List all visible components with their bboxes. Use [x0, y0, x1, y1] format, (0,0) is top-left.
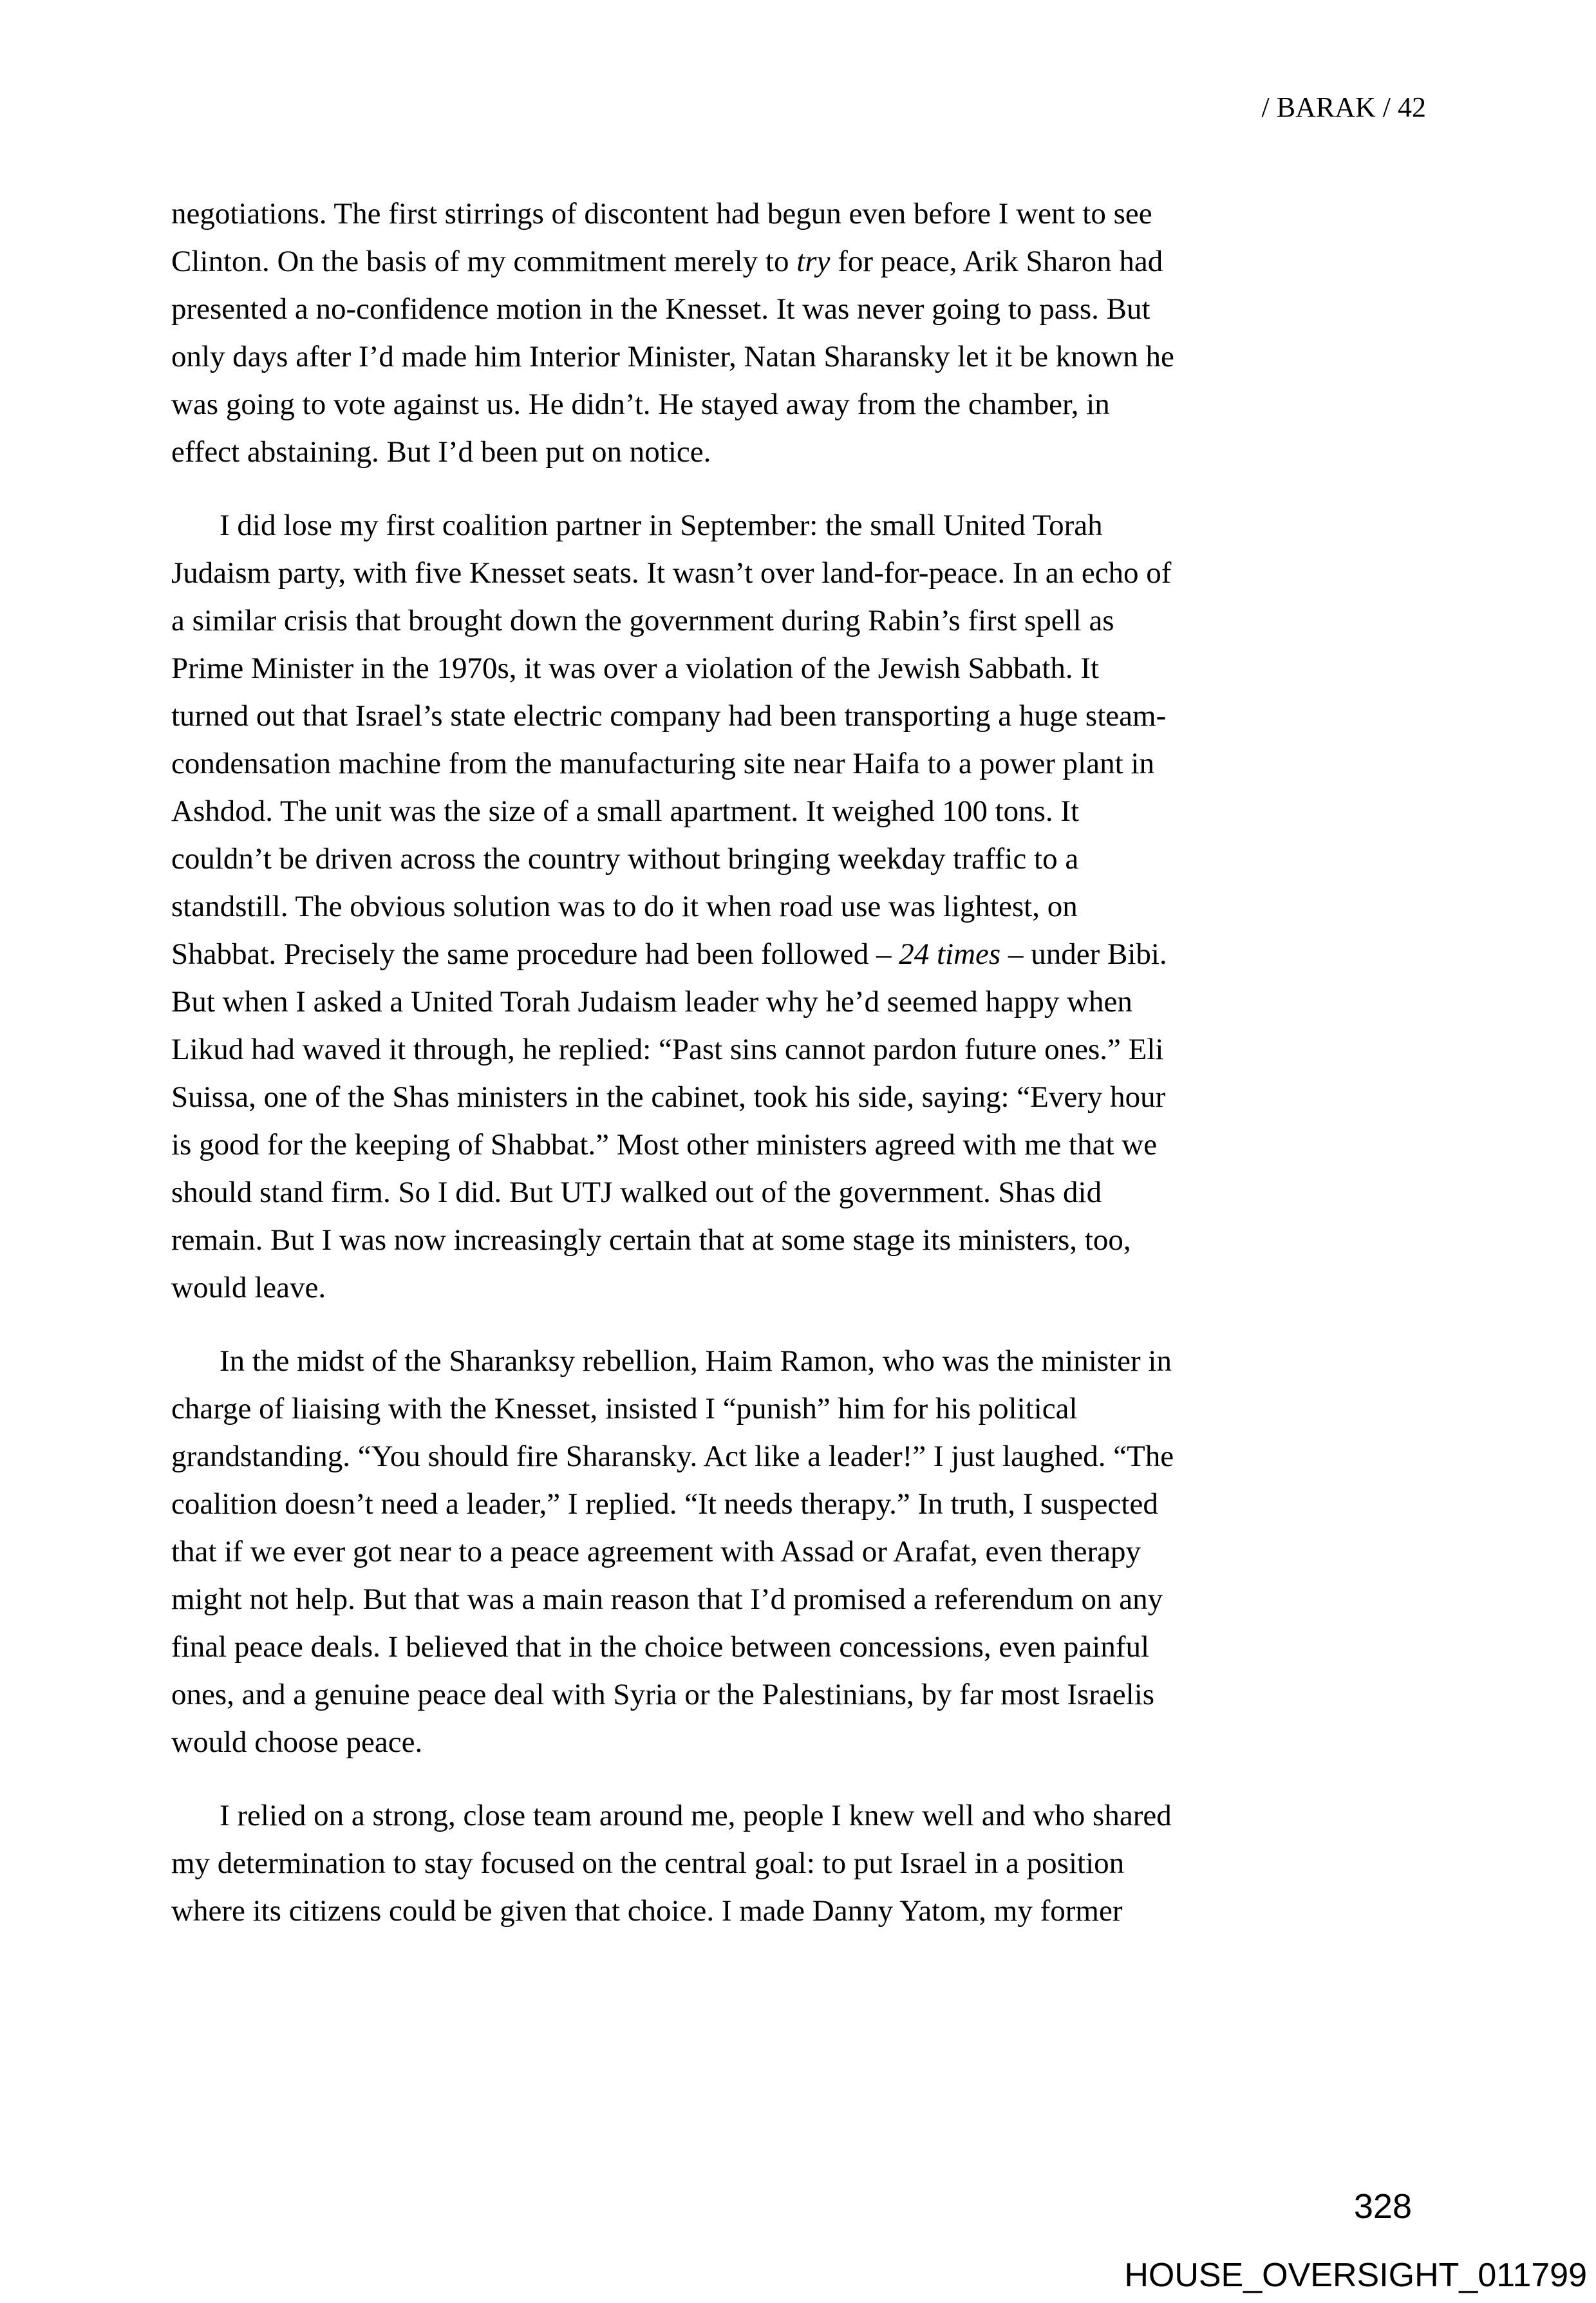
text-line	[171, 1169, 1428, 1216]
text-segment: effect abstaining. But I’d been put on notice.	[171, 435, 711, 469]
text-line	[171, 978, 1428, 1026]
text-line	[171, 1433, 1428, 1480]
paragraph	[171, 502, 1428, 1311]
text-line	[171, 1528, 1428, 1575]
text-segment: Clinton. On the basis of my commitment merely to	[171, 245, 797, 278]
text-segment: – under Bibi.	[1000, 937, 1167, 971]
text-line	[171, 1121, 1428, 1169]
text-segment: Prime Minister in the 1970s, it was over a violation of the Jewish Sabbath. It	[171, 652, 1100, 685]
text-line	[171, 597, 1428, 644]
text-segment: Likud had waved it through, he replied: “Past sins cannot pardon future ones.” Eli	[171, 1033, 1164, 1066]
text-segment: my determination to stay focused on the central goal: to put Israel in a position	[171, 1847, 1125, 1880]
text-segment: that if we ever got near to a peace agreement with Assad or Arafat, even therapy	[171, 1535, 1141, 1568]
text-line	[171, 502, 1428, 549]
text-line	[171, 381, 1428, 428]
text-line	[171, 692, 1428, 740]
text-line	[171, 1026, 1428, 1073]
text-line	[171, 835, 1428, 883]
text-segment: would leave.	[171, 1271, 326, 1304]
page-number: 328	[1353, 2187, 1412, 2226]
paragraph	[171, 1337, 1428, 1766]
text-line	[171, 740, 1428, 787]
text-line	[171, 1337, 1428, 1385]
text-segment: turned out that Israel’s state electric company had been transporting a huge steam-	[171, 699, 1167, 733]
text-segment: standstill. The obvious solution was to do it when road use was lightest, on	[171, 890, 1078, 923]
text-line	[171, 883, 1428, 930]
text-line	[171, 428, 1428, 476]
text-line	[171, 1718, 1428, 1766]
text-segment: coalition doesn’t need a leader,” I replied. “It needs therapy.” In truth, I suspected	[171, 1487, 1158, 1521]
text-line	[171, 1623, 1428, 1671]
text-line	[171, 644, 1428, 692]
italic-text-segment: try	[796, 245, 831, 278]
text-segment: charge of liaising with the Knesset, insisted I “punish” him for his political	[171, 1392, 1078, 1425]
text-segment: Shabbat. Precisely the same procedure had been followed –	[171, 937, 899, 971]
text-line	[171, 190, 1428, 238]
running-head: / BARAK / 42	[1261, 91, 1426, 123]
text-segment: ones, and a genuine peace deal with Syria or the Palestinians, by far most Israelis	[171, 1678, 1155, 1711]
text-line	[171, 1073, 1428, 1121]
text-line	[171, 787, 1428, 835]
text-segment: where its citizens could be given that choice. I made Danny Yatom, my former	[171, 1894, 1123, 1928]
text-segment: for peace, Arik Sharon had	[830, 245, 1163, 278]
text-line	[171, 1480, 1428, 1528]
document-body	[171, 190, 1428, 1935]
text-segment: In the midst of the Sharanksy rebellion, Haim Ramon, who was the minister in	[220, 1344, 1172, 1378]
bates-stamp: HOUSE_OVERSIGHT_011799	[1124, 2257, 1587, 2294]
text-segment: couldn’t be driven across the country without bringing weekday traffic to a	[171, 842, 1079, 876]
text-segment: Ashdod. The unit was the size of a small apartment. It weighed 100 tons. It	[171, 794, 1080, 828]
text-segment: presented a no-confidence motion in the Knesset. It was never going to pass. But	[171, 292, 1150, 326]
text-line	[171, 285, 1428, 333]
text-line	[171, 549, 1428, 597]
text-line	[171, 930, 1428, 978]
text-segment: grandstanding. “You should fire Sharansky. Act like a leader!” I just laughed. “The	[171, 1440, 1174, 1473]
text-segment: I relied on a strong, close team around me, people I knew well and who shared	[220, 1799, 1172, 1832]
text-segment: Judaism party, with five Knesset seats. It wasn’t over land-for-peace. In an echo of	[171, 556, 1172, 590]
text-line	[171, 333, 1428, 381]
text-segment: remain. But I was now increasingly certain that at some stage its ministers, too,	[171, 1223, 1131, 1257]
text-segment: final peace deals. I believed that in the choice between concessions, even painful	[171, 1630, 1150, 1664]
text-segment: But when I asked a United Torah Judaism leader why he’d seemed happy when	[171, 985, 1132, 1019]
text-line	[171, 1264, 1428, 1311]
text-line	[171, 1385, 1428, 1433]
text-segment: would choose peace.	[171, 1725, 423, 1759]
text-line	[171, 1575, 1428, 1623]
text-line	[171, 1671, 1428, 1718]
paragraph	[171, 190, 1428, 476]
text-segment: only days after I’d made him Interior Minister, Natan Sharansky let it be known he	[171, 340, 1174, 373]
text-segment: Suissa, one of the Shas ministers in the cabinet, took his side, saying: “Every hour	[171, 1080, 1166, 1114]
text-segment: condensation machine from the manufacturing site near Haifa to a power plant in	[171, 747, 1154, 780]
text-line	[171, 1839, 1428, 1887]
text-line	[171, 1216, 1428, 1264]
paragraph	[171, 1792, 1428, 1935]
text-segment: negotiations. The first stirrings of discontent had begun even before I went to see	[171, 197, 1152, 230]
text-segment: a similar crisis that brought down the government during Rabin’s first spell as	[171, 604, 1114, 637]
text-segment: is good for the keeping of Shabbat.” Most other ministers agreed with me that we	[171, 1128, 1158, 1161]
italic-text-segment: 24 times	[899, 937, 1001, 971]
text-line	[171, 1887, 1428, 1935]
text-segment: might not help. But that was a main reason that I’d promised a referendum on any	[171, 1583, 1163, 1616]
text-segment: should stand firm. So I did. But UTJ walked out of the government. Shas did	[171, 1176, 1102, 1209]
text-line	[171, 238, 1428, 285]
text-segment: was going to vote against us. He didn’t. He stayed away from the chamber, in	[171, 388, 1110, 421]
text-segment: I did lose my first coalition partner in September: the small United Torah	[220, 509, 1103, 542]
text-line	[171, 1792, 1428, 1839]
